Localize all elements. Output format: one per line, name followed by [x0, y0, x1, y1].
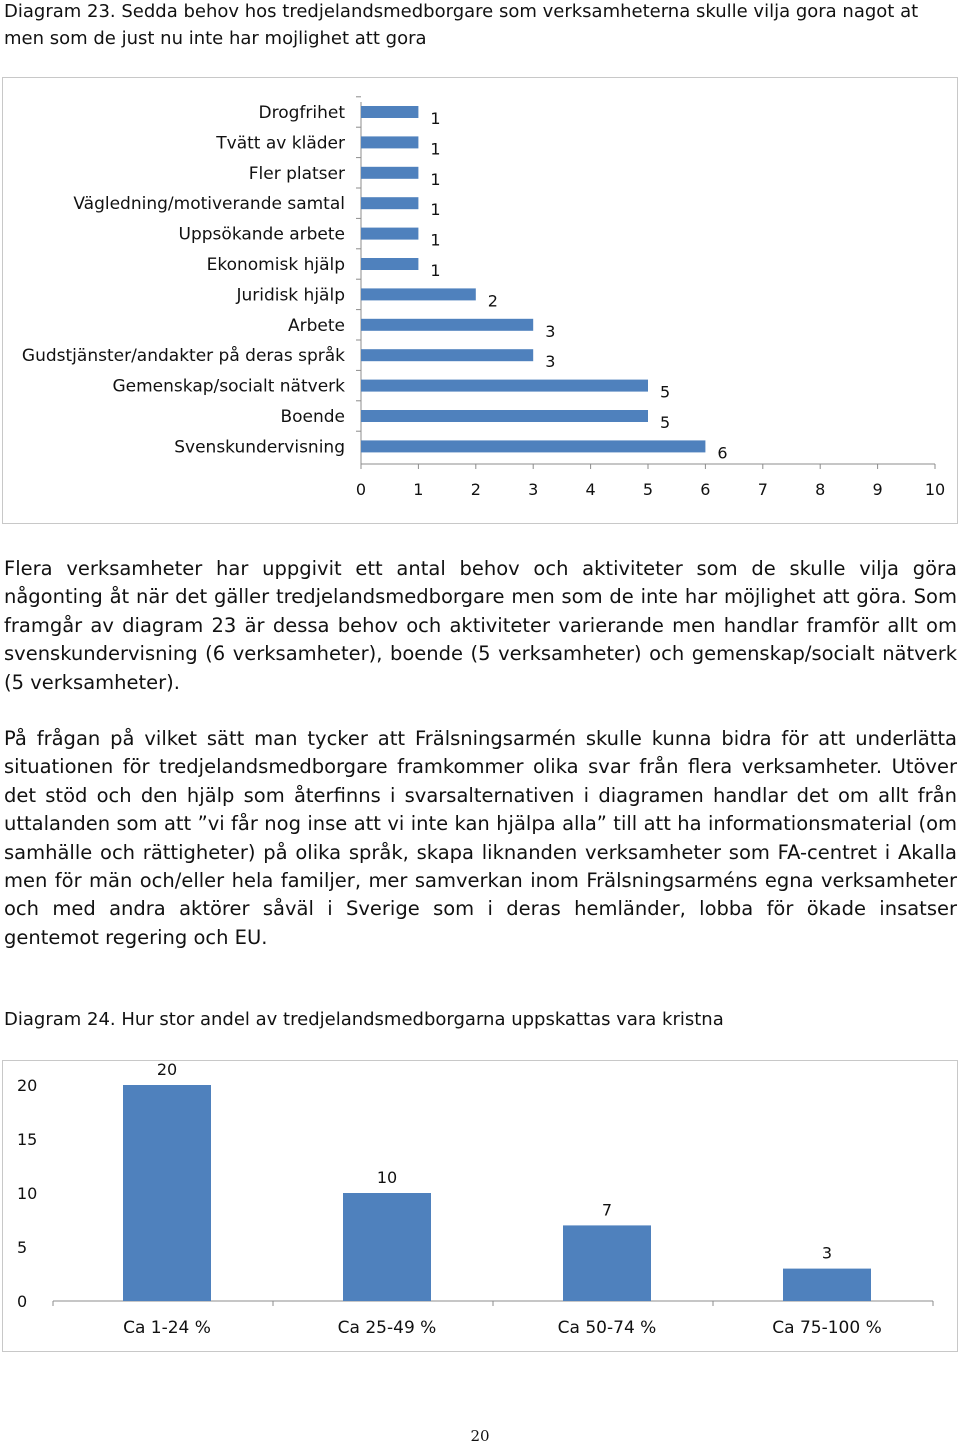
y-tick-label: 20 [17, 1076, 38, 1095]
data-label: 1 [430, 109, 441, 128]
data-label: 6 [717, 443, 728, 463]
data-label: 1 [430, 230, 441, 250]
data-label: 1 [430, 169, 441, 189]
paragraph-2: På frågan på vilket sätt man tycker att Frälsningsarmén skulle kunna bidra för att underlätta situationen för tredjelandsmedborgare framkommer olika svar från flera verksamheter. Utöver det stöd och den hjälp som återfinns i svarsalternativen i diagramen handlar det om allt från uttalanden som att ”vi får nog inse att vi inte kan hjälpa alla” till att ha informationsmaterial (om samhälle och rättigheter) på olika språk, skapa liknanden verksamheter som FA-centret i Akalla men för män och/eller hela familjer, mer samverkan inom Frälsningsarméns egna verksamheter och med andra aktörer såväl i Sverige som i deras hemländer, lobba för ökade insatser gentemot regering och EU. [4, 727, 957, 949]
bar [361, 288, 476, 300]
category-label: Drogfrihet [258, 103, 345, 123]
bar [361, 440, 705, 452]
y-tick-label: 15 [17, 1130, 38, 1149]
x-tick-label: 10 [924, 480, 946, 499]
y-tick-label: 0 [17, 1292, 28, 1311]
bar [361, 197, 418, 209]
bar [361, 410, 648, 422]
x-tick-label: 5 [642, 480, 654, 499]
category-label: Ca 25-49 % [337, 1318, 437, 1338]
x-tick-label: 4 [585, 480, 596, 499]
diagram-23-caption: Diagram 23. Sedda behov hos tredjelandsmedborgare som verksamheterna skulle vilja gora nagot at men som de just nu inte har mojlighet att gora [4, 1, 919, 49]
x-tick-label: 1 [413, 480, 424, 499]
data-label: 3 [821, 1243, 833, 1263]
x-tick-label: 6 [700, 480, 711, 499]
bar [361, 380, 648, 392]
data-label: 1 [430, 200, 441, 220]
page-number: 20 [470, 1427, 490, 1445]
data-label: 10 [376, 1168, 398, 1187]
bar [361, 228, 418, 240]
bar [361, 167, 418, 179]
bar [361, 258, 418, 270]
bar [361, 106, 418, 118]
data-label: 3 [545, 321, 556, 341]
x-tick-label: 8 [815, 480, 826, 499]
category-label: Juridisk hjälp [236, 285, 345, 306]
category-label: Svenskundervisning [174, 437, 345, 458]
paragraph-1: Flera verksamheter har uppgivit ett antal behov och aktiviteter som de skulle vilja göra någonting åt när det gäller tredjelandsmedborgare men som de inte har möjlighet att göra. Som framgår av diagram 23 är dessa behov och aktiviteter varierande men handlar framför allt om svenskundervisning (6 verksamheter), boende (5 verksamheter) och gemenskap/socialt nätverk (5 verksamheter). [4, 557, 957, 694]
category-label: Vägledning/motiverande samtal [73, 194, 345, 215]
category-label: Gudstjänster/andakter på deras språk [21, 346, 345, 367]
bar [361, 349, 533, 361]
y-tick-label: 10 [17, 1184, 38, 1203]
y-tick-label: 5 [17, 1238, 28, 1257]
category-label: Tvätt av kläder [216, 133, 345, 154]
bar [783, 1269, 871, 1301]
x-tick-label: 9 [872, 480, 883, 499]
x-tick-label: 0 [355, 480, 367, 499]
x-tick-label: 7 [757, 480, 768, 499]
bar [361, 136, 418, 148]
data-label: 1 [430, 139, 441, 159]
category-label: Uppsökande arbete [178, 224, 345, 245]
category-label: Ekonomisk hjälp [206, 255, 345, 275]
category-label: Gemenskap/socialt nätverk [112, 376, 345, 397]
data-label: 1 [430, 261, 441, 280]
category-label: Ca 50-74 % [557, 1318, 657, 1338]
category-label: Fler platser [248, 163, 345, 184]
category-label: Boende [280, 407, 345, 427]
bar [123, 1085, 211, 1301]
bar [361, 319, 533, 331]
data-label: 2 [487, 291, 498, 311]
data-label: 5 [660, 413, 671, 432]
x-tick-label: 2 [470, 480, 481, 499]
bar [563, 1225, 651, 1301]
category-label: Ca 75-100 % [772, 1318, 882, 1338]
diagram-24-frame [2, 1060, 958, 1352]
x-tick-label: 3 [528, 480, 539, 499]
category-label: Ca 1-24 % [123, 1318, 211, 1338]
diagram-23-chart [3, 78, 957, 523]
data-label: 7 [601, 1200, 613, 1220]
category-label: Arbete [288, 315, 345, 336]
diagram-23-frame [2, 77, 958, 524]
diagram-24-caption: Diagram 24. Hur stor andel av tredjelandsmedborgarna uppskattas vara kristna [4, 1009, 724, 1030]
data-label: 5 [660, 382, 671, 402]
data-label: 20 [156, 1061, 178, 1079]
bar [343, 1193, 431, 1301]
data-label: 3 [545, 352, 556, 372]
diagram-24-chart [3, 1061, 957, 1351]
